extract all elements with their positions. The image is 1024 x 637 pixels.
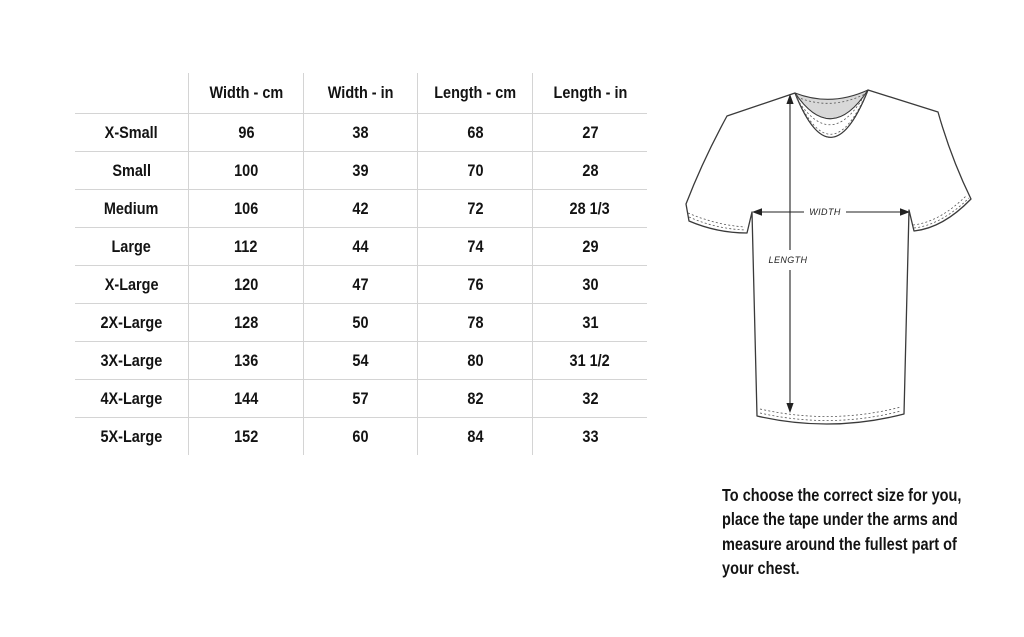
measurement-cell: 60 — [303, 418, 417, 455]
measurement-cell: 31 1/2 — [532, 342, 647, 379]
tshirt-diagram — [683, 80, 975, 436]
size-label: Large — [111, 236, 152, 256]
measurement-cell: 82 — [417, 380, 532, 417]
length-arrow-label: LENGTH — [768, 255, 808, 265]
note-line: place the tape under the arms and — [722, 509, 958, 530]
size-label: 3X-Large — [100, 350, 163, 370]
measurement-cell: 50 — [303, 304, 417, 341]
measurement-cell: 30 — [532, 266, 647, 303]
measurement-cell: 47 — [303, 266, 417, 303]
measurement-cell: 42 — [303, 190, 417, 227]
note-line: measure around the fullest part of — [722, 533, 957, 554]
size-label: 2X-Large — [100, 312, 163, 332]
column-header: Width - in — [303, 73, 417, 113]
width-arrow-label: WIDTH — [809, 207, 841, 217]
table-row — [75, 227, 647, 265]
measurement-cell: 68 — [417, 114, 532, 151]
measurement-cell: 29 — [532, 228, 647, 265]
column-header: Length - in — [532, 73, 647, 113]
column-header — [75, 73, 188, 113]
column-header: Length - cm — [417, 73, 532, 113]
measurement-cell: 96 — [188, 114, 303, 151]
measurement-cell: 54 — [303, 342, 417, 379]
measurement-cell: 28 1/3 — [532, 190, 647, 227]
table-row — [75, 303, 647, 341]
size-table-body — [75, 113, 647, 455]
table-row — [75, 265, 647, 303]
measurement-cell: 100 — [188, 152, 303, 189]
measurement-cell: 39 — [303, 152, 417, 189]
measurement-cell: 33 — [532, 418, 647, 455]
measurement-cell: 76 — [417, 266, 532, 303]
measurement-cell: 72 — [417, 190, 532, 227]
measurement-cell: 78 — [417, 304, 532, 341]
column-header: Width - cm — [188, 73, 303, 113]
measurement-cell: 136 — [188, 342, 303, 379]
measurement-cell: 70 — [417, 152, 532, 189]
measurement-cell: 27 — [532, 114, 647, 151]
table-row — [75, 341, 647, 379]
table-row — [75, 113, 647, 151]
measurement-cell: 38 — [303, 114, 417, 151]
measurement-cell: 106 — [188, 190, 303, 227]
table-row — [75, 151, 647, 189]
measurement-cell: 152 — [188, 418, 303, 455]
table-row — [75, 417, 647, 455]
table-row — [75, 189, 647, 227]
size-label: Small — [112, 160, 151, 180]
note-line: To choose the correct size for you, — [722, 485, 962, 505]
measurement-cell: 28 — [532, 152, 647, 189]
note-line: your chest. — [722, 557, 800, 578]
measurement-cell: 44 — [303, 228, 417, 265]
measurement-cell: 57 — [303, 380, 417, 417]
sizing-note — [722, 483, 1011, 580]
measurement-cell: 31 — [532, 304, 647, 341]
measurement-cell: 112 — [188, 228, 303, 265]
measurement-cell: 144 — [188, 380, 303, 417]
measurement-cell: 80 — [417, 342, 532, 379]
measurement-cell: 120 — [188, 266, 303, 303]
measurement-cell: 74 — [417, 228, 532, 265]
table-row — [75, 379, 647, 417]
table-header-row — [75, 73, 647, 113]
size-label: X-Large — [104, 274, 159, 294]
measurement-cell: 84 — [417, 418, 532, 455]
measurement-cell: 128 — [188, 304, 303, 341]
size-label: X-Small — [104, 122, 158, 142]
size-table — [75, 73, 647, 455]
tshirt-outline — [686, 90, 971, 424]
size-label: Medium — [104, 198, 159, 218]
measurement-cell: 32 — [532, 380, 647, 417]
size-label: 5X-Large — [100, 426, 163, 446]
size-label: 4X-Large — [100, 388, 163, 408]
